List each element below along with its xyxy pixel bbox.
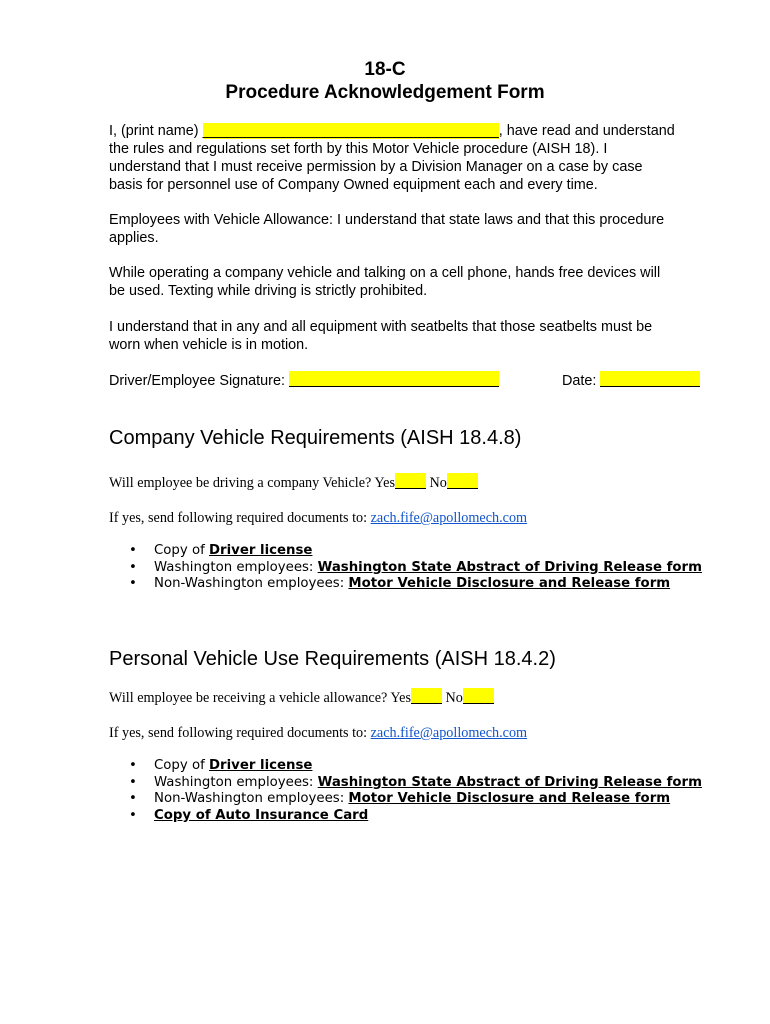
wa-abstract-link[interactable]: Washington State Abstract of Driving Release form [317,559,702,575]
personal-question: Will employee be receiving a vehicle allowance? Yes No [109,688,494,707]
personal-no-field[interactable] [463,688,494,704]
company-email-link[interactable]: zach.fife@apollomech.com [370,510,528,526]
print-name-prefix: I, (print name) [109,123,203,139]
company-send-line: If yes, send following required documents to: zach.fife@apollomech.com [109,510,528,526]
date-row [562,371,712,390]
list-item: • Washington employees: Washington State Abstract of Driving Release form [129,774,702,790]
company-yes-field[interactable] [395,473,426,489]
personal-email-link[interactable]: zach.fife@apollomech.com [370,725,528,741]
company-documents-list [109,543,709,593]
print-name-field[interactable]: _____________________________________ [202,123,499,139]
signature-label: Driver/Employee Signature: [109,373,289,389]
list-item: • Non-Washington employees: Motor Vehicle Disclosure and Release form [129,791,671,807]
ack-paragraph-4: I understand that in any and all equipment with seatbelts that those seatbelts must be worn when vehicle is in motion. [109,319,653,353]
wa-abstract-link[interactable]: Washington State Abstract of Driving Release form [317,774,702,790]
ack-paragraph-3: While operating a company vehicle and talking on a cell phone, hands free devices will be used. Texting while driving is strictly prohibited. [109,265,661,299]
driver-license-link[interactable]: Driver license [209,543,313,558]
personal-vehicle-heading: Personal Vehicle Use Requirements (AISH 18.4.2) [109,648,556,670]
driver-license-link[interactable]: Driver license [209,758,313,773]
personal-documents-list [109,758,709,824]
list-item: • Copy of Driver license [129,758,313,773]
list-item: • Copy of Auto Insurance Card [129,807,369,823]
personal-yes-field[interactable] [411,688,442,704]
list-item: • Copy of Driver license [129,543,313,558]
form-code: 18-C [364,59,406,80]
company-question: Will employee be driving a company Vehicle? Yes No [109,473,478,492]
mv-disclosure-link[interactable]: Motor Vehicle Disclosure and Release form [348,576,671,592]
company-vehicle-heading: Company Vehicle Requirements (AISH 18.4.8) [109,427,522,449]
date-label: Date: [562,373,601,389]
list-item: • Washington employees: Washington State Abstract of Driving Release form [129,559,702,575]
date-field[interactable] [600,371,700,387]
signature-field[interactable] [289,371,499,387]
personal-send-line: If yes, send following required documents to: zach.fife@apollomech.com [109,725,528,741]
list-item: • Non-Washington employees: Motor Vehicle Disclosure and Release form [129,576,671,592]
mv-disclosure-link[interactable]: Motor Vehicle Disclosure and Release form [348,791,671,807]
ack-paragraph-1: I, (print name) _____________________________________, have read and understand the rules and regulations set forth by this Motor Vehicle procedure (AISH 18). I understand that I must receive permission by a Division Manager on a case by case basis for personnel use of Company Owned equipment each and every time. [109,123,675,193]
company-no-field[interactable] [447,473,478,489]
form-title: Procedure Acknowledgement Form [225,82,545,103]
ack-paragraph-2: Employees with Vehicle Allowance: I understand that state laws and that this procedure applies. [109,212,665,246]
auto-insurance-link[interactable]: Copy of Auto Insurance Card [154,807,369,823]
